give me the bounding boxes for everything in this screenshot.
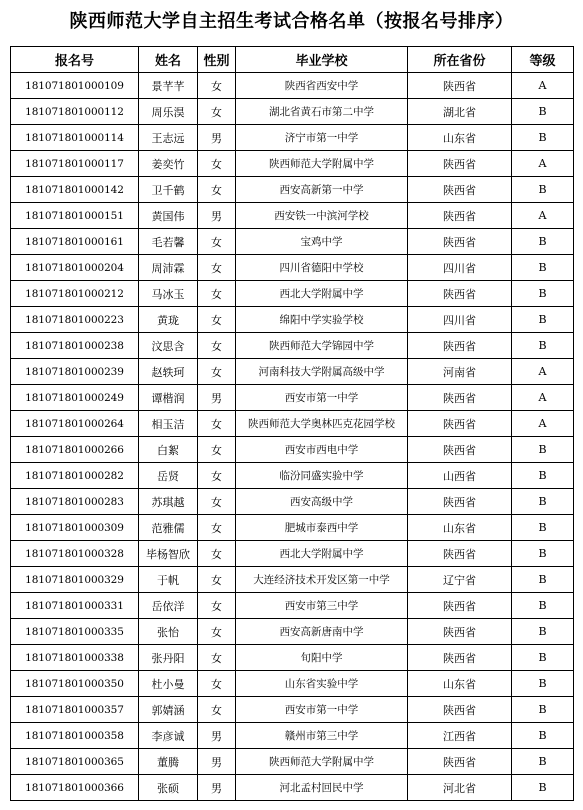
cell-grade: A	[512, 203, 574, 229]
page-title: 陕西师范大学自主招生考试合格名单（按报名号排序）	[69, 11, 514, 32]
cell-school: 绵阳中学实验学校	[236, 307, 408, 333]
cell-province: 陕西省	[408, 541, 512, 567]
cell-province: 山东省	[408, 515, 512, 541]
cell-id: 181071801000151	[11, 203, 139, 229]
cell-school: 西安市第一中学	[236, 697, 408, 723]
cell-name: 杜小曼	[139, 671, 198, 697]
cell-name: 毕杨智欣	[139, 541, 198, 567]
cell-id: 181071801000366	[11, 775, 139, 801]
cell-gender: 女	[198, 411, 236, 437]
cell-school: 赣州市第三中学	[236, 723, 408, 749]
cell-grade: B	[512, 593, 574, 619]
cell-gender: 女	[198, 307, 236, 333]
cell-grade: A	[512, 359, 574, 385]
table-row	[11, 73, 574, 99]
cell-grade: B	[512, 697, 574, 723]
cell-province: 陕西省	[408, 203, 512, 229]
cell-id: 181071801000358	[11, 723, 139, 749]
table-row	[11, 151, 574, 177]
cell-id: 181071801000365	[11, 749, 139, 775]
cell-gender: 女	[198, 333, 236, 359]
cell-province: 陕西省	[408, 437, 512, 463]
cell-id: 181071801000283	[11, 489, 139, 515]
cell-id: 181071801000350	[11, 671, 139, 697]
cell-grade: B	[512, 645, 574, 671]
cell-grade: B	[512, 515, 574, 541]
cell-name: 周沛霖	[139, 255, 198, 281]
table-row	[11, 489, 574, 515]
cell-grade: B	[512, 307, 574, 333]
cell-grade: A	[512, 385, 574, 411]
table-row	[11, 307, 574, 333]
cell-name: 张硕	[139, 775, 198, 801]
cell-id: 181071801000117	[11, 151, 139, 177]
cell-gender: 女	[198, 541, 236, 567]
cell-gender: 女	[198, 359, 236, 385]
cell-grade: B	[512, 281, 574, 307]
cell-grade: B	[512, 229, 574, 255]
cell-province: 山东省	[408, 125, 512, 151]
cell-school: 临汾同盛实验中学	[236, 463, 408, 489]
cell-province: 河南省	[408, 359, 512, 385]
cell-school: 陕西省西安中学	[236, 73, 408, 99]
header-id: 报名号	[11, 47, 139, 73]
cell-id: 181071801000223	[11, 307, 139, 333]
cell-grade: B	[512, 775, 574, 801]
cell-province: 四川省	[408, 255, 512, 281]
cell-school: 西安高新唐南中学	[236, 619, 408, 645]
table-row	[11, 255, 574, 281]
table-row	[11, 177, 574, 203]
cell-name: 卫千鹤	[139, 177, 198, 203]
cell-gender: 男	[198, 775, 236, 801]
cell-name: 苏琪越	[139, 489, 198, 515]
header-school: 毕业学校	[236, 47, 408, 73]
cell-grade: B	[512, 255, 574, 281]
cell-grade: B	[512, 619, 574, 645]
cell-grade: B	[512, 125, 574, 151]
cell-gender: 女	[198, 99, 236, 125]
cell-gender: 女	[198, 697, 236, 723]
cell-name: 周乐淏	[139, 99, 198, 125]
cell-name: 张怡	[139, 619, 198, 645]
cell-school: 西安铁一中滨河学校	[236, 203, 408, 229]
table-body	[11, 73, 574, 801]
table-row	[11, 463, 574, 489]
cell-province: 陕西省	[408, 697, 512, 723]
table-row	[11, 697, 574, 723]
cell-school: 西安市西电中学	[236, 437, 408, 463]
cell-name: 姜奕竹	[139, 151, 198, 177]
cell-school: 西北大学附属中学	[236, 281, 408, 307]
cell-name: 谭楷润	[139, 385, 198, 411]
cell-grade: A	[512, 411, 574, 437]
cell-grade: B	[512, 463, 574, 489]
cell-name: 景芊芊	[139, 73, 198, 99]
cell-province: 陕西省	[408, 281, 512, 307]
table-row	[11, 385, 574, 411]
cell-school: 陕西师范大学附属中学	[236, 151, 408, 177]
cell-province: 陕西省	[408, 73, 512, 99]
cell-gender: 男	[198, 125, 236, 151]
cell-gender: 女	[198, 515, 236, 541]
cell-id: 181071801000329	[11, 567, 139, 593]
cell-province: 江西省	[408, 723, 512, 749]
cell-gender: 男	[198, 385, 236, 411]
cell-province: 陕西省	[408, 229, 512, 255]
cell-province: 湖北省	[408, 99, 512, 125]
cell-school: 大连经济技术开发区第一中学	[236, 567, 408, 593]
cell-school: 四川省德阳中学校	[236, 255, 408, 281]
cell-name: 郭婧涵	[139, 697, 198, 723]
cell-id: 181071801000109	[11, 73, 139, 99]
table-row	[11, 125, 574, 151]
table-row	[11, 437, 574, 463]
cell-grade: A	[512, 151, 574, 177]
table-row	[11, 723, 574, 749]
table-row	[11, 619, 574, 645]
cell-gender: 女	[198, 671, 236, 697]
cell-grade: B	[512, 333, 574, 359]
cell-province: 陕西省	[408, 151, 512, 177]
table-row	[11, 593, 574, 619]
cell-gender: 女	[198, 229, 236, 255]
cell-id: 181071801000204	[11, 255, 139, 281]
cell-school: 西安高级中学	[236, 489, 408, 515]
cell-grade: B	[512, 723, 574, 749]
cell-grade: A	[512, 73, 574, 99]
cell-gender: 女	[198, 177, 236, 203]
admission-list-table	[10, 46, 574, 801]
cell-name: 赵轶珂	[139, 359, 198, 385]
cell-name: 马冰玉	[139, 281, 198, 307]
header-grade: 等级	[512, 47, 574, 73]
cell-province: 陕西省	[408, 177, 512, 203]
cell-school: 西安市第一中学	[236, 385, 408, 411]
cell-gender: 女	[198, 645, 236, 671]
cell-school: 陕西师范大学锦园中学	[236, 333, 408, 359]
table-row	[11, 229, 574, 255]
cell-school: 宝鸡中学	[236, 229, 408, 255]
cell-school: 济宁市第一中学	[236, 125, 408, 151]
cell-id: 181071801000114	[11, 125, 139, 151]
cell-id: 181071801000249	[11, 385, 139, 411]
cell-gender: 女	[198, 281, 236, 307]
cell-school: 陕西师范大学奥林匹克花园学校	[236, 411, 408, 437]
cell-name: 黄珑	[139, 307, 198, 333]
table-row	[11, 749, 574, 775]
table-row	[11, 671, 574, 697]
cell-province: 陕西省	[408, 749, 512, 775]
cell-school: 河南科技大学附属高级中学	[236, 359, 408, 385]
cell-name: 相玉洁	[139, 411, 198, 437]
cell-province: 山东省	[408, 671, 512, 697]
cell-id: 181071801000331	[11, 593, 139, 619]
header-gender: 性别	[198, 47, 236, 73]
cell-school: 旬阳中学	[236, 645, 408, 671]
table-row	[11, 515, 574, 541]
cell-id: 181071801000142	[11, 177, 139, 203]
table-row	[11, 333, 574, 359]
cell-grade: B	[512, 99, 574, 125]
header-province: 所在省份	[408, 47, 512, 73]
cell-province: 河北省	[408, 775, 512, 801]
cell-id: 181071801000264	[11, 411, 139, 437]
cell-gender: 男	[198, 723, 236, 749]
cell-gender: 女	[198, 567, 236, 593]
table-row	[11, 567, 574, 593]
cell-province: 陕西省	[408, 333, 512, 359]
cell-province: 山西省	[408, 463, 512, 489]
cell-id: 181071801000338	[11, 645, 139, 671]
cell-id: 181071801000112	[11, 99, 139, 125]
cell-province: 陕西省	[408, 645, 512, 671]
table-row	[11, 541, 574, 567]
table-row	[11, 359, 574, 385]
cell-id: 181071801000282	[11, 463, 139, 489]
table-header-row	[11, 47, 574, 73]
cell-gender: 女	[198, 489, 236, 515]
cell-gender: 男	[198, 203, 236, 229]
cell-gender: 女	[198, 619, 236, 645]
cell-name: 岳贤	[139, 463, 198, 489]
cell-grade: B	[512, 489, 574, 515]
cell-province: 陕西省	[408, 411, 512, 437]
cell-province: 陕西省	[408, 619, 512, 645]
cell-school: 河北孟村回民中学	[236, 775, 408, 801]
cell-gender: 女	[198, 463, 236, 489]
cell-school: 西安高新第一中学	[236, 177, 408, 203]
table-row	[11, 775, 574, 801]
cell-id: 181071801000239	[11, 359, 139, 385]
cell-id: 181071801000266	[11, 437, 139, 463]
cell-school: 山东省实验中学	[236, 671, 408, 697]
cell-gender: 女	[198, 593, 236, 619]
cell-id: 181071801000335	[11, 619, 139, 645]
cell-province: 辽宁省	[408, 567, 512, 593]
cell-province: 陕西省	[408, 489, 512, 515]
cell-grade: B	[512, 749, 574, 775]
cell-school: 湖北省黄石市第二中学	[236, 99, 408, 125]
cell-gender: 女	[198, 255, 236, 281]
cell-name: 张丹阳	[139, 645, 198, 671]
cell-name: 汶思含	[139, 333, 198, 359]
cell-grade: B	[512, 671, 574, 697]
cell-name: 岳依洋	[139, 593, 198, 619]
cell-grade: B	[512, 177, 574, 203]
table-row	[11, 281, 574, 307]
cell-gender: 女	[198, 151, 236, 177]
cell-name: 王志远	[139, 125, 198, 151]
header-name: 姓名	[139, 47, 198, 73]
cell-name: 白絮	[139, 437, 198, 463]
cell-id: 181071801000212	[11, 281, 139, 307]
cell-gender: 女	[198, 73, 236, 99]
cell-name: 黄国伟	[139, 203, 198, 229]
cell-gender: 男	[198, 749, 236, 775]
cell-name: 董腾	[139, 749, 198, 775]
cell-grade: B	[512, 541, 574, 567]
cell-school: 肥城市泰西中学	[236, 515, 408, 541]
cell-school: 西北大学附属中学	[236, 541, 408, 567]
cell-province: 四川省	[408, 307, 512, 333]
cell-name: 范雅儒	[139, 515, 198, 541]
cell-gender: 女	[198, 437, 236, 463]
cell-province: 陕西省	[408, 593, 512, 619]
table-row	[11, 203, 574, 229]
cell-school: 陕西师范大学附属中学	[236, 749, 408, 775]
table-row	[11, 99, 574, 125]
cell-id: 181071801000238	[11, 333, 139, 359]
cell-name: 李彦诚	[139, 723, 198, 749]
cell-id: 181071801000309	[11, 515, 139, 541]
cell-name: 毛若馨	[139, 229, 198, 255]
cell-name: 于帆	[139, 567, 198, 593]
table-row	[11, 645, 574, 671]
cell-id: 181071801000161	[11, 229, 139, 255]
cell-grade: B	[512, 437, 574, 463]
table-row	[11, 411, 574, 437]
cell-id: 181071801000357	[11, 697, 139, 723]
cell-grade: B	[512, 567, 574, 593]
cell-id: 181071801000328	[11, 541, 139, 567]
cell-school: 西安市第三中学	[236, 593, 408, 619]
cell-province: 陕西省	[408, 385, 512, 411]
